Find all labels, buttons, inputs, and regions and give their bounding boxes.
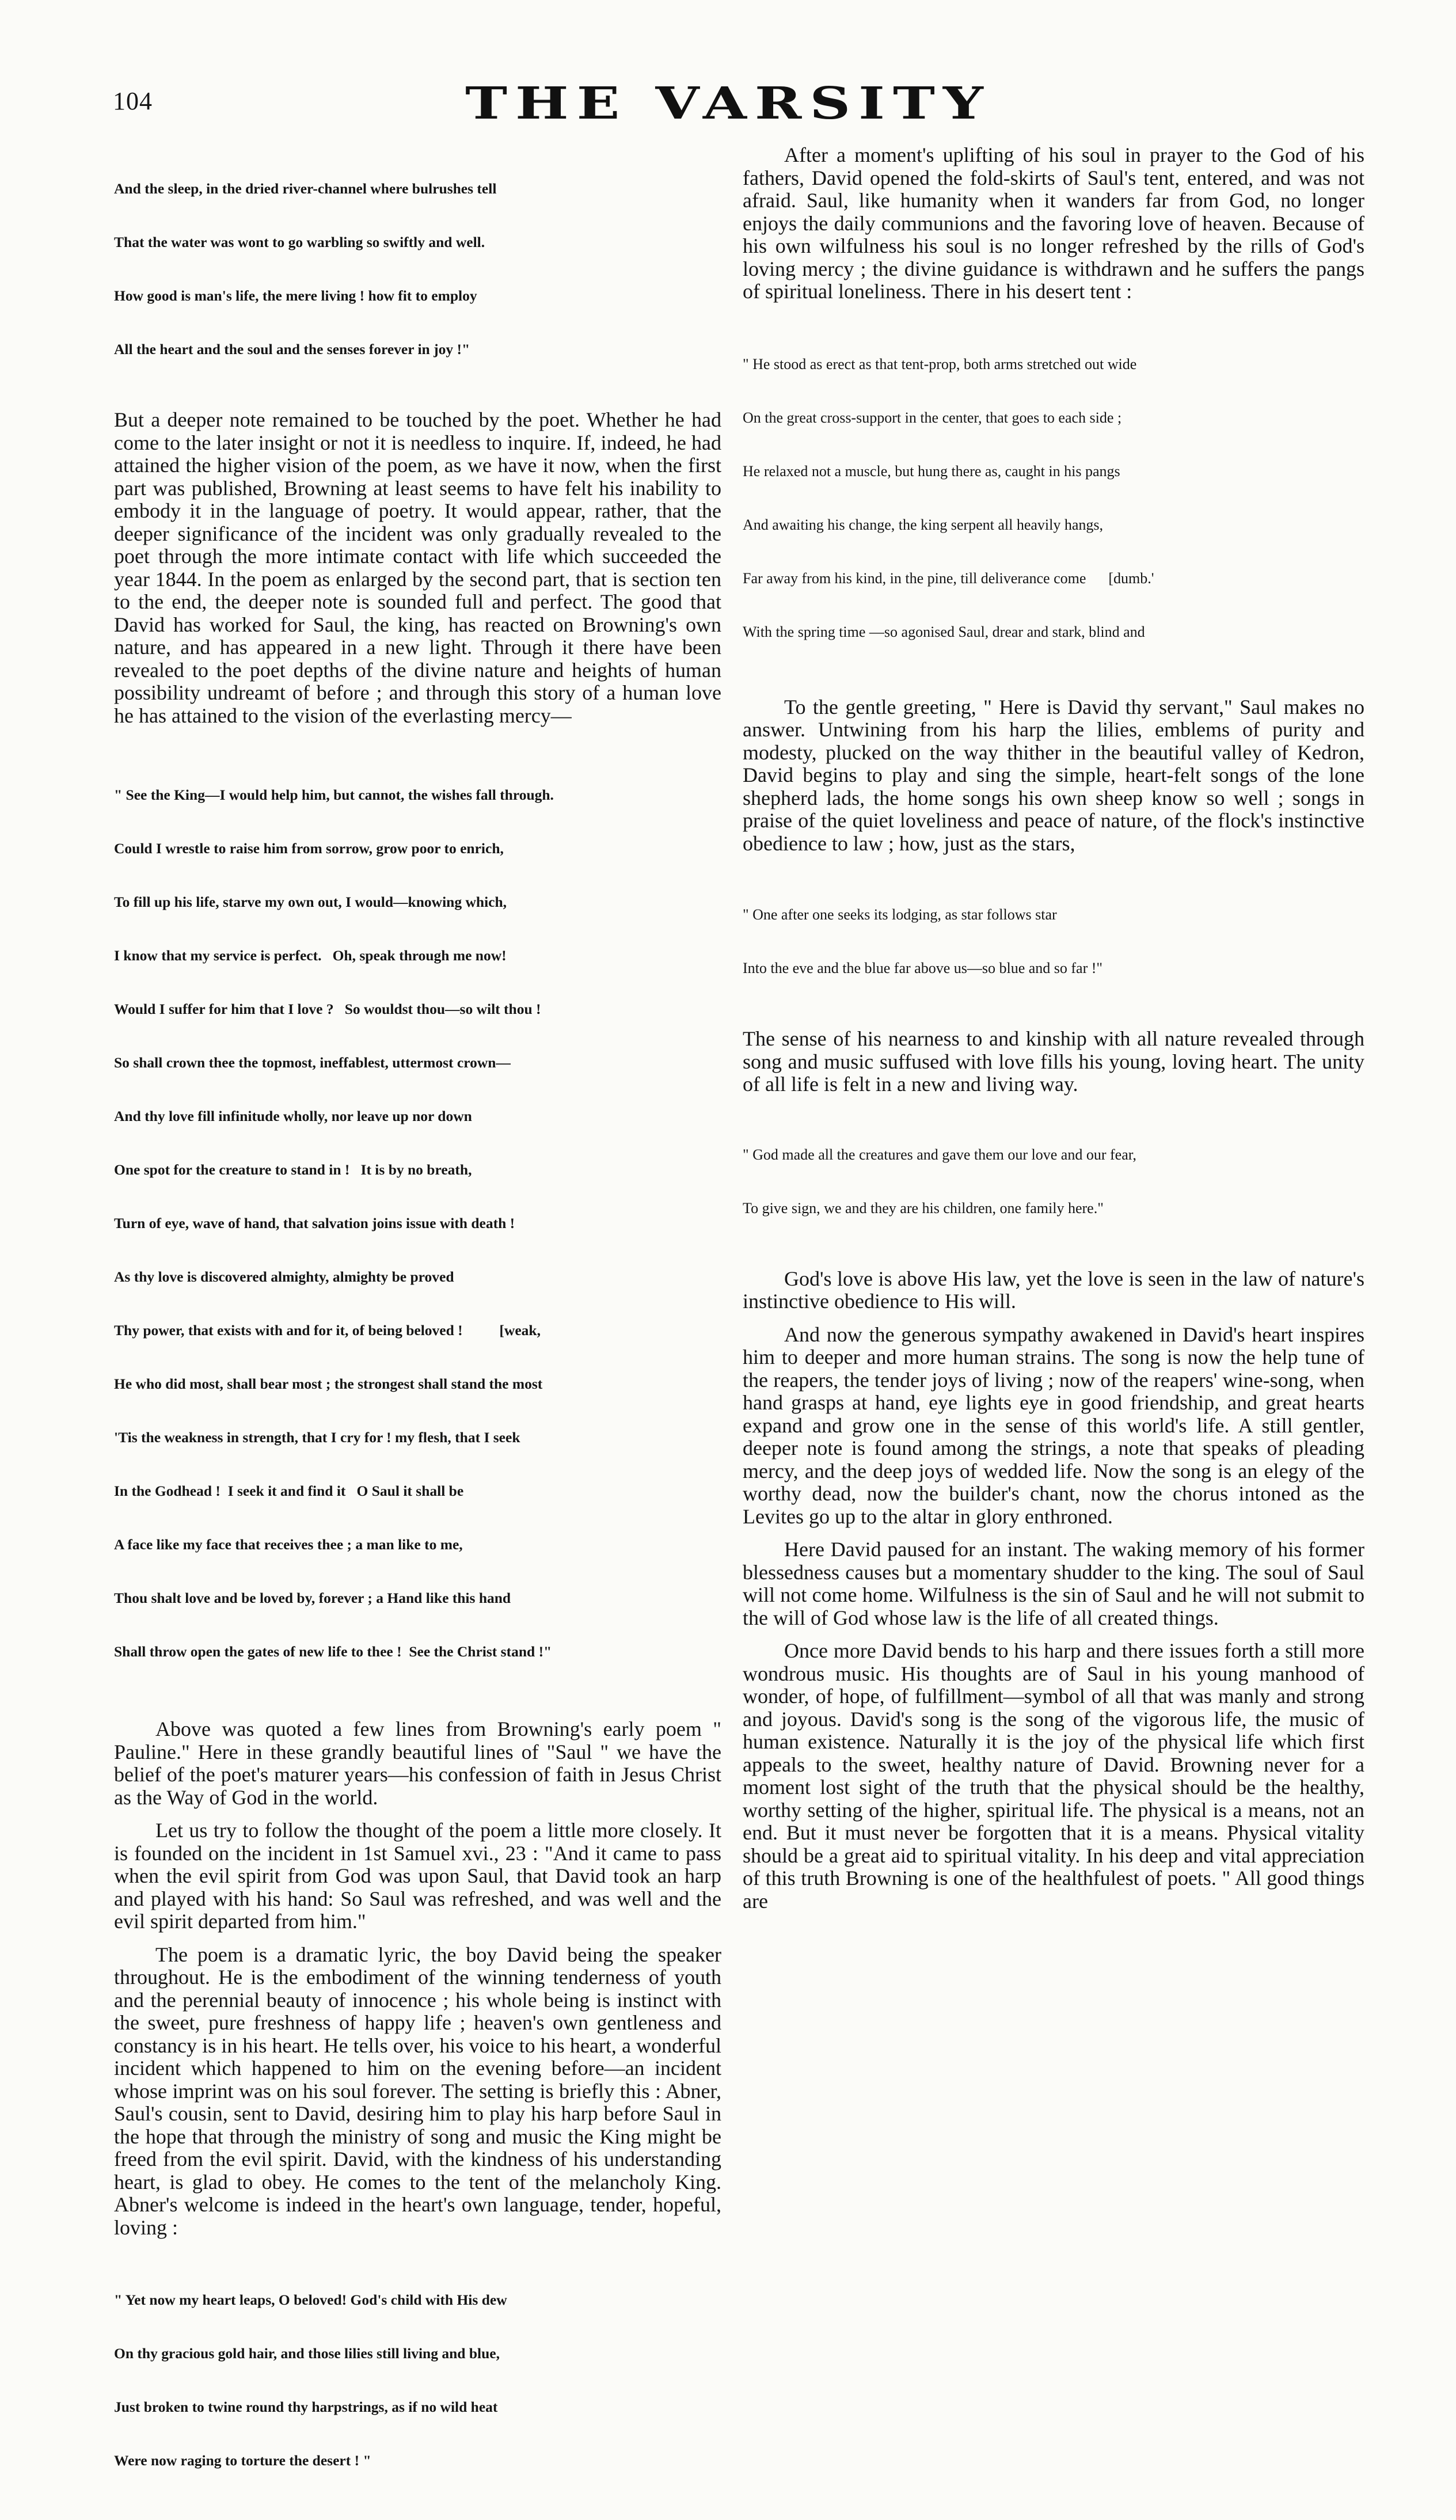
page-number: 104 xyxy=(113,87,153,115)
masthead: THE VARSITY xyxy=(465,78,991,130)
verse-line: To give sign, we and they are his children, one family here." xyxy=(743,1199,1104,1217)
verse-line: And thy love fill infinitude wholly, nor leave up nor down xyxy=(114,1108,472,1124)
paragraph: After a moment's uplifting of his soul in prayer to the God of his fathers, David opened the fold-skirts of Saul's tent, entered, and was not afraid. Saul, like humanity when it wanders far from God, no longer enjoys the daily communions and the favoring love of heaven. Because of his own wilfulness his soul is no longer refreshed by the rills of God's loving mercy ; the divine guidance is withdrawn and he suffers the pangs of spiritual loneliness. There in his desert tent : xyxy=(743,143,1364,303)
verse-block xyxy=(743,870,1364,1013)
verse-line: Would I suffer for him that I love ? So wouldst thou—so wilt thou ! xyxy=(114,1001,541,1017)
verse-line: Thou shalt love and be loved by, forever ; a Hand like this hand xyxy=(114,1590,511,1606)
verse-line: Thy power, that exists with and for it, of being beloved ! [weak, xyxy=(114,1322,541,1339)
verse-line: Turn of eye, wave of hand, that salvation joins issue with death ! xyxy=(114,1215,515,1232)
verse-line: I know that my service is perfect. Oh, speak through me now! xyxy=(114,947,507,964)
verse-line: As thy love is discovered almighty, almighty be proved xyxy=(114,1268,454,1285)
paragraph: And now the generous sympathy awakened in David's heart inspires him to deeper and more human strains. The song is now the help tune of the reapers, the tender joys of living ; now of the reapers' wine-song, when hand grasps at hand, eye lights eye in good friendship, and great hearts expand and grow one in the sense of this world's life. A still gentler, deeper note is found among the strings, a note that speaks of pleading mercy, and the deep joys of wedded life. Now the song is an elegy of the worthy dead, now the builder's chant, now the chorus intoned as the Levites go up to the altar in glory enthroned. xyxy=(743,1322,1364,1528)
verse-line: On thy gracious gold hair, and those lilies still living and blue, xyxy=(114,2345,500,2362)
verse-line: And awaiting his change, the king serpent all heavily hangs, xyxy=(743,516,1104,533)
verse-line: With the spring time —so agonised Saul, drear and stark, blind and xyxy=(743,623,1145,640)
verse-line: Just broken to twine round thy harpstrings, as if no wild heat xyxy=(114,2399,498,2415)
verse-line: " God made all the creatures and gave them our love and our fear, xyxy=(743,1146,1136,1163)
verse-line: In the Godhead ! I seek it and find it O Saul it shall be xyxy=(114,1483,464,1499)
verse-block xyxy=(114,750,721,1696)
verse-line: Could I wrestle to raise him from sorrow, grow poor to enrich, xyxy=(114,840,504,857)
paragraph: Let us try to follow the thought of the poem a little more closely. It is founded on the incident in 1st Samuel xvi., 23 : "And it came to pass when the evil spirit from God was upon Saul, that David took an harp and played with his hand: So Saul was refreshed, and was well and the evil spirit departed from him." xyxy=(114,1819,721,1933)
verse-block xyxy=(114,144,721,394)
verse-line: One spot for the creature to stand in ! It is by no breath, xyxy=(114,1161,472,1178)
verse-line: Far away from his kind, in the pine, till deliverance come [dumb.' xyxy=(743,569,1154,587)
verse-line: " See the King—I would help him, but cannot, the wishes fall through. xyxy=(114,786,554,803)
verse-line: On the great cross-support in the center, that goes to each side ; xyxy=(743,409,1122,426)
paragraph: Above was quoted a few lines from Browning's early poem " Pauline." Here in these grandly beautiful lines of "Saul " we have the belief of the poet's maturer years—his confession of faith in Jesus Christ as the Way of God in the world. xyxy=(114,1717,721,1809)
verse-line: " One after one seeks its lodging, as star follows star xyxy=(743,906,1057,923)
verse-line: A face like my face that receives thee ; a man like to me, xyxy=(114,1536,463,1553)
verse-block xyxy=(743,1110,1364,1253)
verse-line: " He stood as erect as that tent-prop, both arms stretched out wide xyxy=(743,355,1137,373)
verse-line: All the heart and the soul and the senses forever in joy !" xyxy=(114,341,470,358)
paragraph: The poem is a dramatic lyric, the boy David being the speaker throughout. He is the embodiment of the winning tenderness of youth and the perennial beauty of innocence ; his whole being is instinct with the sweet, pure freshness of happy life ; heaven's own gentleness and constancy is in his heart. He tells over, his voice to his heart, a wonderful incident which happened to him on the evening before—an incident whose imprint was on his soul forever. The setting is briefly this : Abner, Saul's cousin, sent to David, desiring him to play his harp before Saul in the hope that through the ministry of song and music the King might be freed from the evil spirit. David, with the kindness of his understanding heart, is glad to obey. He comes to the tent of the melancholy King. Abner's welcome is indeed in the heart's own language, tender, hopeful, loving : xyxy=(114,1943,721,2239)
verse-line: He who did most, shall bear most ; the strongest shall stand the most xyxy=(114,1375,543,1392)
verse-block xyxy=(114,2255,721,2505)
verse-line: To fill up his life, starve my own out, I would—knowing which, xyxy=(114,894,507,910)
left-column xyxy=(114,144,721,2520)
verse-line: " Yet now my heart leaps, O beloved! God's child with His dew xyxy=(114,2291,507,2308)
paragraph: But a deeper note remained to be touched by the poet. Whether he had come to the later insight or not it is needless to inquire. If, indeed, he had attained the higher vision of the poem, as we have it now, when the first part was published, Browning at least seems to have felt his inability to embody it in the language of poetry. It would appear, rather, that the deeper significance of the incident was only gradually revealed to the poet through the more intimate contact with life which succeeded the year 1844. In the poem as enlarged by the second part, that is section ten to the end, the deeper note is sounded full and perfect. The good that David has worked for Saul, the king, has reacted on Browning's own nature, and has appeared in a new light. Through it there have been revealed to the poet depths of the divine nature and heights of human possibility undreamt of before ; and through this story of a human love he has attained to the vision of the everlasting mercy— xyxy=(114,408,721,727)
paragraph: The sense of his nearness to and kinship with all nature revealed through song and music suffused with love fills his young, loving heart. The unity of all life is felt in a new and living way. xyxy=(743,1027,1364,1096)
verse-line: How good is man's life, the mere living ! how fit to employ xyxy=(114,287,477,304)
verse-line: And the sleep, in the dried river-channel where bulrushes tell xyxy=(114,180,497,197)
verse-line: Shall throw open the gates of new life to thee ! See the Christ stand !" xyxy=(114,1643,552,1660)
paragraph: Here David paused for an instant. The waking memory of his former blessedness causes but a momentary shudder to the king. The soul of Saul will not come home. Wilfulness is the sin of Saul and he will not submit to the will of God whose law is the life of all created things. xyxy=(743,1538,1364,1629)
verse-line: Into the eve and the blue far above us—so blue and so far !" xyxy=(743,960,1103,976)
paragraph: To the gentle greeting, " Here is David thy servant," Saul makes no answer. Untwining from his harp the lilies, emblems of purity and modesty, plucked on the way thither in the beautiful valley of Kedron, David begins to play and sing the simple, heart-felt songs of the lone shepherd lads, the home songs his own sheep know so well ; songs in praise of the quiet loveliness and peace of nature, of the flock's instinctive obedience to law ; how, just as the stars, xyxy=(743,695,1364,855)
verse-line: He relaxed not a muscle, but hung there as, caught in his pangs xyxy=(743,462,1120,480)
right-column xyxy=(743,144,1364,1923)
verse-line: That the water was wont to go warbling so swiftly and well. xyxy=(114,234,485,250)
verse-line: 'Tis the weakness in strength, that I cry for ! my flesh, that I seek xyxy=(114,1429,520,1446)
verse-block xyxy=(743,320,1364,676)
verse-line: Were now raging to torture the desert ! " xyxy=(114,2452,371,2469)
paragraph: God's love is above His law, yet the love is seen in the law of nature's instinctive obedience to His will. xyxy=(743,1267,1364,1313)
paragraph: Once more David bends to his harp and there issues forth a still more wondrous music. His thoughts are of Saul in his young manhood of wonder, of hope, of fulfillment—symbol of all that was manly and strong and joyous. David's song is the song of the vigorous life, the music of human existence. Naturally it is the joy of the physical life which first appeals to the sweet, healthy nature of David. Browning never for a moment lost sight of the truth that the physical should be the healthy, worthy setting of the higher, spiritual life. The physical is a means, not an end. But it must never be forgotten that it is a means. Physical vitality should be a great aid to spiritual vitality. In his deep and vital appreciation of this truth Browning is one of the healthfulest of poets. " All good things are xyxy=(743,1639,1364,1913)
verse-line: So shall crown thee the topmost, ineffablest, uttermost crown— xyxy=(114,1054,511,1071)
